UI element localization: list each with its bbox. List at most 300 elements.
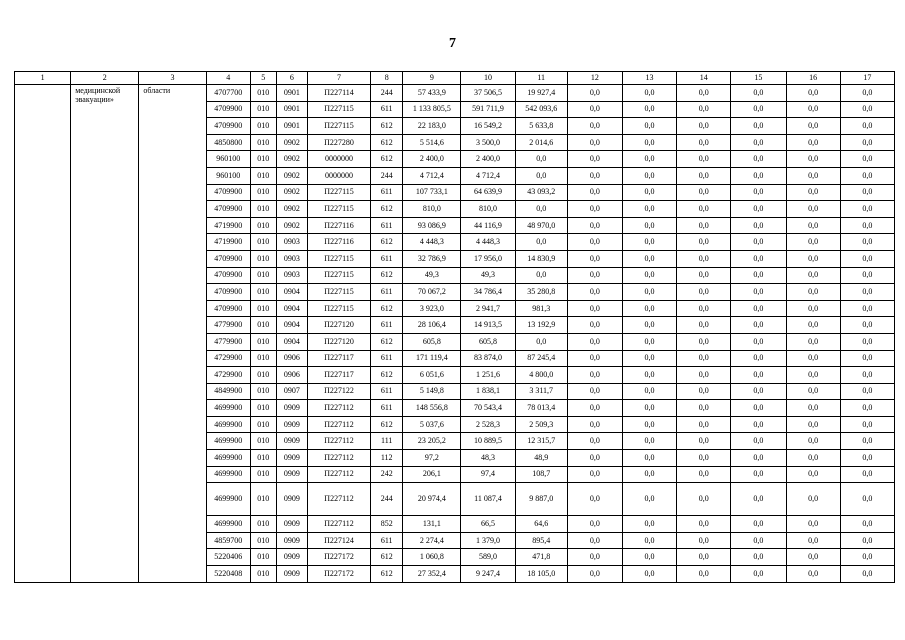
table-cell: 0,0 bbox=[567, 284, 622, 301]
table-cell: 0,0 bbox=[567, 217, 622, 234]
table-cell: 611 bbox=[371, 383, 403, 400]
table-cell: 0,0 bbox=[622, 101, 676, 118]
table-cell: П227112 bbox=[307, 416, 370, 433]
table-cell: 0,0 bbox=[840, 333, 894, 350]
table-cell: 0,0 bbox=[567, 118, 622, 135]
table-cell: 0906 bbox=[276, 350, 307, 367]
table-cell: 0,0 bbox=[731, 234, 786, 251]
table-cell: П227115 bbox=[307, 101, 370, 118]
table-cell: 0903 bbox=[276, 250, 307, 267]
table-cell: 0,0 bbox=[622, 118, 676, 135]
table-cell: 010 bbox=[250, 184, 276, 201]
table-cell: 66,5 bbox=[461, 516, 515, 533]
executor-cell: области bbox=[139, 85, 206, 583]
table-cell: 0,0 bbox=[622, 234, 676, 251]
table-cell: 0903 bbox=[276, 234, 307, 251]
table-cell: 0,0 bbox=[677, 250, 731, 267]
table-cell: 5 037,6 bbox=[403, 416, 461, 433]
table-cell: 1 379,0 bbox=[461, 532, 515, 549]
table-cell: 4 712,4 bbox=[461, 167, 515, 184]
table-cell: 471,8 bbox=[515, 549, 567, 566]
table-cell: 611 bbox=[371, 184, 403, 201]
table-cell: 49,3 bbox=[403, 267, 461, 284]
table-cell: 612 bbox=[371, 549, 403, 566]
table-cell: 9 247,4 bbox=[461, 566, 515, 583]
table-cell: П227280 bbox=[307, 134, 370, 151]
table-cell: 0,0 bbox=[567, 532, 622, 549]
table-cell: 611 bbox=[371, 532, 403, 549]
table-cell: 0901 bbox=[276, 118, 307, 135]
table-cell: 0,0 bbox=[567, 300, 622, 317]
table-cell: П227115 bbox=[307, 300, 370, 317]
table-cell: 0,0 bbox=[840, 267, 894, 284]
table-cell: П227112 bbox=[307, 516, 370, 533]
table-cell: 131,1 bbox=[403, 516, 461, 533]
table-cell: 5 149,8 bbox=[403, 383, 461, 400]
table-cell: 010 bbox=[250, 284, 276, 301]
table-cell: 2 014,6 bbox=[515, 134, 567, 151]
table-cell: 0,0 bbox=[840, 134, 894, 151]
table-cell: 0,0 bbox=[622, 333, 676, 350]
table-cell: 0,0 bbox=[622, 167, 676, 184]
table-cell: 4709900 bbox=[206, 284, 250, 301]
table-cell: 010 bbox=[250, 450, 276, 467]
table-cell: 5 514,6 bbox=[403, 134, 461, 151]
table-cell: 0,0 bbox=[567, 151, 622, 168]
column-number-header: 17 bbox=[840, 72, 894, 85]
table-cell: 0,0 bbox=[677, 466, 731, 483]
table-cell: 810,0 bbox=[461, 201, 515, 218]
table-cell: 4707700 bbox=[206, 85, 250, 102]
table-cell: 0,0 bbox=[567, 433, 622, 450]
table-cell: 605,8 bbox=[403, 333, 461, 350]
table-cell: 0909 bbox=[276, 516, 307, 533]
table-cell: 010 bbox=[250, 85, 276, 102]
table-cell: 4709900 bbox=[206, 118, 250, 135]
table-cell: 0,0 bbox=[567, 350, 622, 367]
table-cell: 112 bbox=[371, 450, 403, 467]
table-cell: 010 bbox=[250, 234, 276, 251]
table-cell: 20 974,4 bbox=[403, 483, 461, 516]
table-cell: 0,0 bbox=[677, 134, 731, 151]
table-cell: 0,0 bbox=[622, 284, 676, 301]
program-name-cell: медицинской эвакуации» bbox=[71, 85, 139, 583]
table-cell: 206,1 bbox=[403, 466, 461, 483]
table-cell: 0,0 bbox=[677, 383, 731, 400]
table-cell: 0,0 bbox=[567, 400, 622, 417]
table-cell: 0,0 bbox=[567, 267, 622, 284]
table-cell: 0,0 bbox=[840, 217, 894, 234]
table-cell: 0,0 bbox=[786, 151, 840, 168]
table-cell: 611 bbox=[371, 284, 403, 301]
table-cell: 0,0 bbox=[622, 151, 676, 168]
table-cell: 0,0 bbox=[786, 217, 840, 234]
table-cell: 0,0 bbox=[677, 516, 731, 533]
table-cell: 64,6 bbox=[515, 516, 567, 533]
column-number-header: 9 bbox=[403, 72, 461, 85]
table-cell: 0,0 bbox=[731, 483, 786, 516]
table-cell: 0909 bbox=[276, 433, 307, 450]
table-cell: 4699900 bbox=[206, 433, 250, 450]
table-cell: 16 549,2 bbox=[461, 118, 515, 135]
table-cell: 612 bbox=[371, 134, 403, 151]
table-cell: 010 bbox=[250, 151, 276, 168]
table-cell: П227115 bbox=[307, 184, 370, 201]
table-cell: 0,0 bbox=[622, 400, 676, 417]
table-cell: 010 bbox=[250, 101, 276, 118]
table-cell: 0,0 bbox=[622, 250, 676, 267]
table-cell: 4779900 bbox=[206, 317, 250, 334]
table-cell: 0,0 bbox=[786, 134, 840, 151]
table-cell: 4699900 bbox=[206, 416, 250, 433]
table-cell: 171 119,4 bbox=[403, 350, 461, 367]
column-number-header: 4 bbox=[206, 72, 250, 85]
table-cell: 0,0 bbox=[731, 416, 786, 433]
column-number-header: 2 bbox=[71, 72, 139, 85]
table-cell: 0,0 bbox=[677, 416, 731, 433]
table-cell: 13 192,9 bbox=[515, 317, 567, 334]
table-cell: 0,0 bbox=[677, 300, 731, 317]
table-cell: 605,8 bbox=[461, 333, 515, 350]
table-cell: П227124 bbox=[307, 532, 370, 549]
table-cell: 0,0 bbox=[567, 317, 622, 334]
table-cell: 0,0 bbox=[622, 317, 676, 334]
table-cell: 78 013,4 bbox=[515, 400, 567, 417]
table-cell: 895,4 bbox=[515, 532, 567, 549]
table-cell: 0,0 bbox=[731, 85, 786, 102]
table-cell: 611 bbox=[371, 217, 403, 234]
table-cell: 0902 bbox=[276, 184, 307, 201]
table-cell: 0,0 bbox=[786, 516, 840, 533]
table-cell: 0906 bbox=[276, 367, 307, 384]
table-cell: П227114 bbox=[307, 85, 370, 102]
table-cell: 244 bbox=[371, 483, 403, 516]
table-cell: 010 bbox=[250, 300, 276, 317]
table-cell: 0,0 bbox=[622, 450, 676, 467]
table-cell: 612 bbox=[371, 566, 403, 583]
table-row bbox=[15, 85, 895, 102]
table-cell: 4719900 bbox=[206, 234, 250, 251]
table-cell: 0902 bbox=[276, 201, 307, 218]
page-number: 7 bbox=[449, 36, 456, 51]
table-cell: 0,0 bbox=[731, 466, 786, 483]
table-cell: 0,0 bbox=[567, 416, 622, 433]
table-cell: 0,0 bbox=[567, 167, 622, 184]
table-cell: 5220406 bbox=[206, 549, 250, 566]
table-cell: 0,0 bbox=[677, 566, 731, 583]
table-cell: 0,0 bbox=[731, 267, 786, 284]
table-cell: П227112 bbox=[307, 433, 370, 450]
table-cell: 4 448,3 bbox=[403, 234, 461, 251]
table-cell: 0,0 bbox=[840, 201, 894, 218]
table-cell: 0,0 bbox=[677, 400, 731, 417]
table-cell: 17 956,0 bbox=[461, 250, 515, 267]
table-cell: 0,0 bbox=[567, 383, 622, 400]
table-cell: 0904 bbox=[276, 284, 307, 301]
table-cell: 611 bbox=[371, 101, 403, 118]
table-cell: 48,3 bbox=[461, 450, 515, 467]
table-cell: 0902 bbox=[276, 151, 307, 168]
table-cell: 0,0 bbox=[840, 483, 894, 516]
table-cell: П227172 bbox=[307, 549, 370, 566]
table-cell: 93 086,9 bbox=[403, 217, 461, 234]
table-cell: 0,0 bbox=[840, 466, 894, 483]
column-number-row bbox=[15, 72, 895, 85]
table-cell: 0,0 bbox=[567, 466, 622, 483]
table-cell: 0,0 bbox=[786, 118, 840, 135]
table-cell: 612 bbox=[371, 300, 403, 317]
table-cell: П227115 bbox=[307, 267, 370, 284]
table-cell: 4699900 bbox=[206, 450, 250, 467]
table-cell: 0,0 bbox=[786, 566, 840, 583]
table-cell: 010 bbox=[250, 383, 276, 400]
table-cell: 0909 bbox=[276, 466, 307, 483]
table-cell: 0,0 bbox=[677, 367, 731, 384]
table-cell: 5 633,8 bbox=[515, 118, 567, 135]
table-cell: 0,0 bbox=[786, 466, 840, 483]
table-cell: 0,0 bbox=[567, 134, 622, 151]
table-cell: 4779900 bbox=[206, 333, 250, 350]
table-cell: 0,0 bbox=[622, 566, 676, 583]
table-cell: 87 245,4 bbox=[515, 350, 567, 367]
table-cell: 48 970,0 bbox=[515, 217, 567, 234]
table-cell: 0,0 bbox=[567, 450, 622, 467]
table-cell: 0,0 bbox=[731, 184, 786, 201]
table-cell: 0,0 bbox=[731, 300, 786, 317]
table-cell: 0,0 bbox=[731, 383, 786, 400]
table-cell: 37 506,5 bbox=[461, 85, 515, 102]
table-cell: 0,0 bbox=[515, 267, 567, 284]
table-cell: 0,0 bbox=[677, 201, 731, 218]
table-cell: 0,0 bbox=[731, 367, 786, 384]
table-cell: П227116 bbox=[307, 217, 370, 234]
table-cell: 48,9 bbox=[515, 450, 567, 467]
table-cell: П227120 bbox=[307, 317, 370, 334]
table-cell: 542 093,6 bbox=[515, 101, 567, 118]
table-cell: 0909 bbox=[276, 566, 307, 583]
table-cell: 010 bbox=[250, 416, 276, 433]
table-cell: 0,0 bbox=[677, 184, 731, 201]
table-cell: 0,0 bbox=[731, 450, 786, 467]
table-cell: 0904 bbox=[276, 317, 307, 334]
table-cell: 0,0 bbox=[786, 549, 840, 566]
table-cell: 0,0 bbox=[840, 383, 894, 400]
table-cell: 0,0 bbox=[677, 151, 731, 168]
table-cell: 0,0 bbox=[840, 151, 894, 168]
table-cell: 4849900 bbox=[206, 383, 250, 400]
table-cell: 0,0 bbox=[731, 151, 786, 168]
table-cell: 3 923,0 bbox=[403, 300, 461, 317]
table-cell: 589,0 bbox=[461, 549, 515, 566]
budget-table bbox=[14, 71, 895, 583]
table-cell: 010 bbox=[250, 201, 276, 218]
table-cell: 0,0 bbox=[622, 350, 676, 367]
table-cell: 611 bbox=[371, 250, 403, 267]
table-cell: 0,0 bbox=[677, 450, 731, 467]
table-cell: 010 bbox=[250, 267, 276, 284]
table-cell: 0,0 bbox=[786, 433, 840, 450]
table-cell: 4709900 bbox=[206, 201, 250, 218]
table-cell: 0,0 bbox=[677, 267, 731, 284]
table-cell: 0,0 bbox=[567, 184, 622, 201]
table-cell: 14 913,5 bbox=[461, 317, 515, 334]
table-cell: 0,0 bbox=[840, 234, 894, 251]
table-cell: 0,0 bbox=[840, 350, 894, 367]
table-cell: 4850800 bbox=[206, 134, 250, 151]
table-cell: 0,0 bbox=[731, 284, 786, 301]
table-cell: 0,0 bbox=[731, 101, 786, 118]
table-cell: 0,0 bbox=[515, 333, 567, 350]
table-cell: 960100 bbox=[206, 151, 250, 168]
table-cell: 0,0 bbox=[567, 250, 622, 267]
table-cell: П227117 bbox=[307, 367, 370, 384]
table-cell: 612 bbox=[371, 118, 403, 135]
table-cell: 242 bbox=[371, 466, 403, 483]
table-cell: 010 bbox=[250, 532, 276, 549]
table-cell: 010 bbox=[250, 367, 276, 384]
table-cell: 244 bbox=[371, 167, 403, 184]
table-cell: 0,0 bbox=[840, 367, 894, 384]
table-cell: 4709900 bbox=[206, 184, 250, 201]
table-cell: 4699900 bbox=[206, 400, 250, 417]
column-number-header: 7 bbox=[307, 72, 370, 85]
table-cell: 0,0 bbox=[786, 184, 840, 201]
table-cell: 010 bbox=[250, 549, 276, 566]
table-cell: 0,0 bbox=[731, 549, 786, 566]
table-cell: 22 183,0 bbox=[403, 118, 461, 135]
table-cell: 010 bbox=[250, 333, 276, 350]
column-number-header: 12 bbox=[567, 72, 622, 85]
table-cell: 0,0 bbox=[567, 483, 622, 516]
column-number-header: 15 bbox=[731, 72, 786, 85]
table-cell: 1 251,6 bbox=[461, 367, 515, 384]
table-cell: 0,0 bbox=[840, 300, 894, 317]
table-cell: 2 274,4 bbox=[403, 532, 461, 549]
table-cell: 010 bbox=[250, 217, 276, 234]
table-cell: 4699900 bbox=[206, 483, 250, 516]
table-cell: 0,0 bbox=[622, 433, 676, 450]
table-cell: 108,7 bbox=[515, 466, 567, 483]
table-cell: 0902 bbox=[276, 167, 307, 184]
table-cell: 0,0 bbox=[567, 333, 622, 350]
table-cell: 591 711,9 bbox=[461, 101, 515, 118]
table-cell: П227115 bbox=[307, 284, 370, 301]
table-cell: 0,0 bbox=[840, 118, 894, 135]
table-cell: 0,0 bbox=[622, 516, 676, 533]
table-cell: 0901 bbox=[276, 85, 307, 102]
table-cell: 0,0 bbox=[622, 217, 676, 234]
table-cell: 0,0 bbox=[622, 267, 676, 284]
table-cell: 0,0 bbox=[786, 201, 840, 218]
column-number-header: 5 bbox=[250, 72, 276, 85]
table-cell: 810,0 bbox=[403, 201, 461, 218]
table-cell: 107 733,1 bbox=[403, 184, 461, 201]
table-cell: П227117 bbox=[307, 350, 370, 367]
table-cell: 0,0 bbox=[677, 234, 731, 251]
table-cell: 0,0 bbox=[786, 450, 840, 467]
table-cell: 0,0 bbox=[731, 250, 786, 267]
table-cell: 010 bbox=[250, 516, 276, 533]
table-cell: П227112 bbox=[307, 450, 370, 467]
table-cell: 3 500,0 bbox=[461, 134, 515, 151]
table-cell: 0,0 bbox=[622, 184, 676, 201]
table-cell: 6 051,6 bbox=[403, 367, 461, 384]
table-cell: 0,0 bbox=[622, 300, 676, 317]
table-cell: 57 433,9 bbox=[403, 85, 461, 102]
table-cell: 0,0 bbox=[786, 333, 840, 350]
table-cell: 0,0 bbox=[840, 284, 894, 301]
table-cell: 4699900 bbox=[206, 466, 250, 483]
table-cell: 9 887,0 bbox=[515, 483, 567, 516]
table-cell: 4 800,0 bbox=[515, 367, 567, 384]
table-cell: 4729900 bbox=[206, 350, 250, 367]
table-cell: 2 509,3 bbox=[515, 416, 567, 433]
table-cell: 010 bbox=[250, 466, 276, 483]
table-cell: 2 400,0 bbox=[403, 151, 461, 168]
table-cell: 0,0 bbox=[677, 532, 731, 549]
table-cell: 97,2 bbox=[403, 450, 461, 467]
table-cell: 83 874,0 bbox=[461, 350, 515, 367]
table-cell: 0,0 bbox=[840, 85, 894, 102]
table-cell: 0,0 bbox=[567, 516, 622, 533]
table-cell: 0907 bbox=[276, 383, 307, 400]
table-cell: 0909 bbox=[276, 483, 307, 516]
table-cell: 0,0 bbox=[731, 317, 786, 334]
column-number-header: 6 bbox=[276, 72, 307, 85]
table-cell: 14 830,9 bbox=[515, 250, 567, 267]
table-cell: 148 556,8 bbox=[403, 400, 461, 417]
table-cell: 0,0 bbox=[677, 284, 731, 301]
table-cell: 4709900 bbox=[206, 101, 250, 118]
column-number-header: 1 bbox=[15, 72, 71, 85]
table-cell: 0000000 bbox=[307, 167, 370, 184]
table-cell: 0909 bbox=[276, 416, 307, 433]
table-cell: 0,0 bbox=[840, 317, 894, 334]
column-number-header: 10 bbox=[461, 72, 515, 85]
table-cell: 0,0 bbox=[786, 85, 840, 102]
table-cell: 0,0 bbox=[731, 118, 786, 135]
table-cell: 28 106,4 bbox=[403, 317, 461, 334]
table-cell: П227115 bbox=[307, 201, 370, 218]
table-cell: 0,0 bbox=[731, 400, 786, 417]
table-cell: 0,0 bbox=[840, 450, 894, 467]
column-number-header: 3 bbox=[139, 72, 206, 85]
table-cell: П227115 bbox=[307, 118, 370, 135]
table-cell: 34 786,4 bbox=[461, 284, 515, 301]
table-cell: 0902 bbox=[276, 217, 307, 234]
table-cell: 0,0 bbox=[567, 234, 622, 251]
table-cell: 0,0 bbox=[622, 383, 676, 400]
table-cell: 0,0 bbox=[567, 85, 622, 102]
table-cell: 44 116,9 bbox=[461, 217, 515, 234]
table-cell: 97,4 bbox=[461, 466, 515, 483]
table-cell: 0,0 bbox=[786, 532, 840, 549]
table-cell: 0,0 bbox=[840, 549, 894, 566]
table-cell: 0904 bbox=[276, 300, 307, 317]
table-cell: 0,0 bbox=[677, 333, 731, 350]
table-cell: 0,0 bbox=[677, 483, 731, 516]
table-cell: 5220408 bbox=[206, 566, 250, 583]
table-cell: 611 bbox=[371, 317, 403, 334]
table-cell: 70 543,4 bbox=[461, 400, 515, 417]
table-cell: 0,0 bbox=[677, 217, 731, 234]
table-cell: 0,0 bbox=[731, 217, 786, 234]
table-cell: 0,0 bbox=[731, 333, 786, 350]
table-cell: 0,0 bbox=[567, 101, 622, 118]
table-cell: 0,0 bbox=[840, 167, 894, 184]
table-cell: 0,0 bbox=[677, 317, 731, 334]
table-cell: 111 bbox=[371, 433, 403, 450]
